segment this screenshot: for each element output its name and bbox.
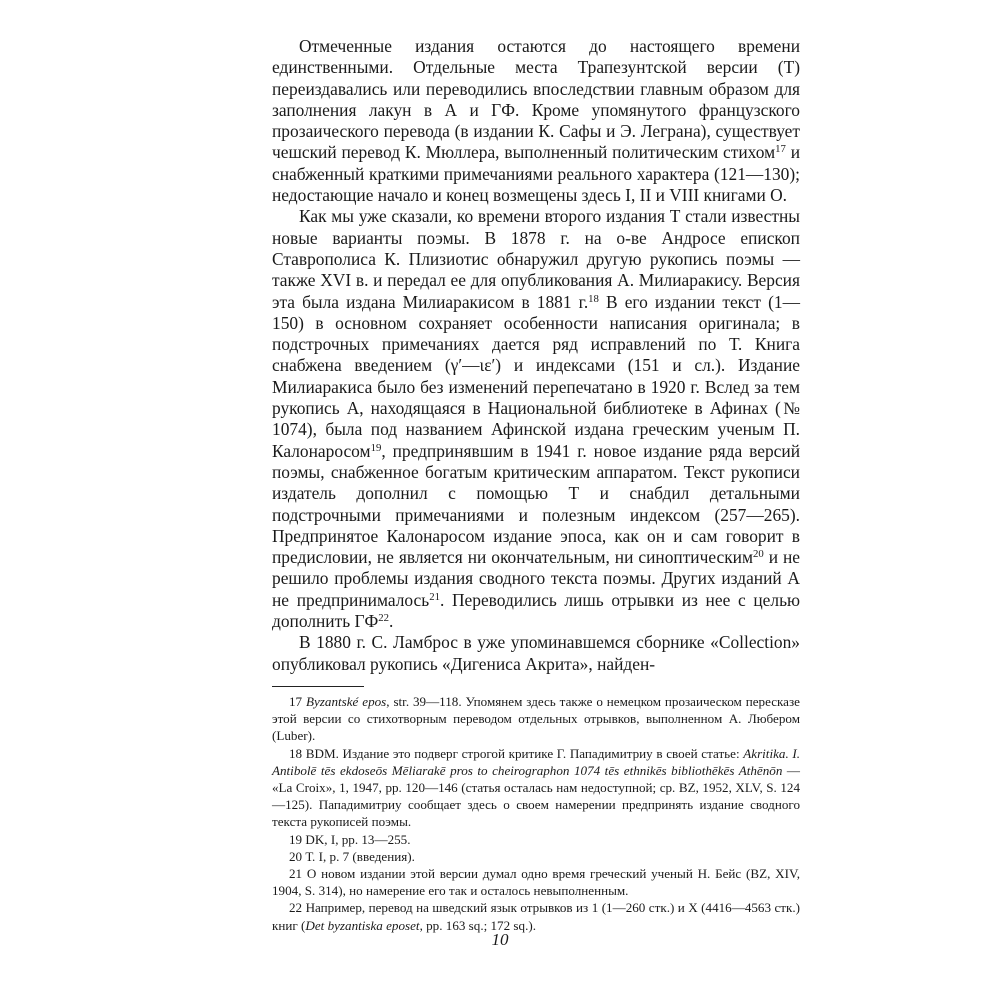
footnote-ref-18[interactable]: 18 — [588, 292, 599, 305]
footnote-title: Byzantské epos — [306, 693, 387, 709]
footnote-number: 19 — [289, 831, 303, 847]
footnote-number: 22 — [289, 900, 303, 916]
footnote-title: Det byzantiska eposet — [305, 917, 420, 933]
footnote-20: 20 Т. I, p. 7 (введения). — [289, 848, 415, 864]
footnote-ref-22[interactable]: 22 — [378, 612, 390, 625]
footnotes — [272, 693, 800, 934]
footnote-22: 22 Например, перевод на шведский язык отрывков из 1 (1—260 стк.) и X (4416—4563 стк.) книг (Det byzantiska eposet, pp. 163 sq.; 172 sq.). — [272, 900, 800, 933]
text-column — [272, 36, 800, 934]
footnote-19: 19 DK, I, pp. 13—255. — [289, 831, 411, 847]
footnote-21: 21 О новом издании этой версии думал одно время греческий ученый Н. Бейс (BZ, XIV, 1904, S. 314), но намерение его так и осталось невыполненным. — [272, 865, 800, 899]
body-text — [272, 36, 800, 675]
footnote-ref-19[interactable]: 19 — [370, 441, 382, 454]
footnote-ref-17[interactable]: 17 — [775, 143, 786, 156]
footnote-number: 17 — [289, 693, 303, 709]
footnote-17: 17 Byzantské epos, str. 39—118. Упомянем здесь также о немецком прозаическом пересказе этой версии со стихотворным переводом отдельных отрывков, выполненном А. Любером (Luber). — [272, 693, 800, 744]
footnote-18: 18 BDM. Издание это подверг строгой критике Г. Пападимитриу в своей статье: Akritika. I. Antibolē tēs ekdoseōs Mēliarakē pros to cheirographon 1074 tēs ethnikēs bibliothēkēs Athēnōn — «La Croix», 1, 1947, pp. 120—146 (статья осталась нам недоступной; ср. BZ, 1952, XLV, S. 124—125). Пападимитриу сообщает здесь о своем намерении предпринять издание сводного текста рукописей поэмы. — [272, 745, 801, 830]
footnote-title: Akritika. I. Antibolē tēs ekdoseōs Mēliarakē pros to cheirographon 1074 tēs ethnikēs bibliothēkēs Athēnōn — [272, 745, 801, 778]
paragraph-1: Отмеченные издания остаются до настоящего времени единственными. Отдельные места Трапезунтской версии (Т) переиздавались или переводились впоследствии главным образом для заполнения лакун в А и ГФ. Кроме упомянутого французского прозаического перевода (в издании К. Сафы и Э. Леграна), существует чешский перевод К. Мюллера, выполненный политическим стихом$^{17}$ и снабженный краткими примечаниями реального характера (121—130); недостающие начало и конец возмещены здесь I, II и VIII книгами О. — [272, 36, 801, 206]
footnote-divider — [272, 686, 364, 687]
footnote-number: 20 — [289, 848, 303, 864]
footnote-number: 21 — [289, 865, 303, 881]
paragraph-2: Как мы уже сказали, ко времени второго издания Т стали известны новые варианты поэмы. В 1878 г. на о-ве Андросе епископ Ставрополиса К. Плизиотис обнаружил другую рукопись поэмы — также XVI в. и передал ее для опубликования А. Милиаракису. Версия эта была издана Милиаракисом в 1881 г.$^{18}$ В его издании текст (1—150) в основном сохраняет особенности написания оригинала; в подстрочных примечаниях дается ряд исправлений по Т. Книга снабжена введением (γ′—ιε′) и индексами (151 и сл.). Издание Милиаракиса было без изменений перепечатано в 1920 г. Вслед за тем рукопись А, находящаяся в Национальной библиотеке в Афинах (№ 1074), была под названием Афинской издана греческим ученым П. Калонаросом$^{19}$, предпринявшим в 1941 г. новое издание ряда версий поэмы, снабженное богатым критическим аппаратом. Текст рукописи издатель дополнил с помощью Т и снабдил детальными подстрочными примечаниями и полезным индексом (257—265). Предпринятое Калонаросом издание эпоса, как он и сам говорит в предисловии, не является ни окончательным, ни синоптическим$^{20}$ и не решило проблемы издания сводного текста поэмы. Других изданий А не предпринималось$^{21}$. Переводились лишь отрывки из нее с целью дополнить ГФ$^{22}$. — [272, 206, 800, 632]
footnote-ref-21[interactable]: 21 — [429, 590, 440, 603]
footnote-ref-20[interactable]: 20 — [752, 548, 764, 561]
page-number: 10 — [491, 930, 509, 949]
footnote-number: 18 — [289, 745, 303, 761]
paragraph-3: В 1880 г. С. Ламброс в уже упоминавшемся сборнике «Collection» опубликовал рукопись «Дигениса Акрита», найден- — [272, 632, 800, 674]
